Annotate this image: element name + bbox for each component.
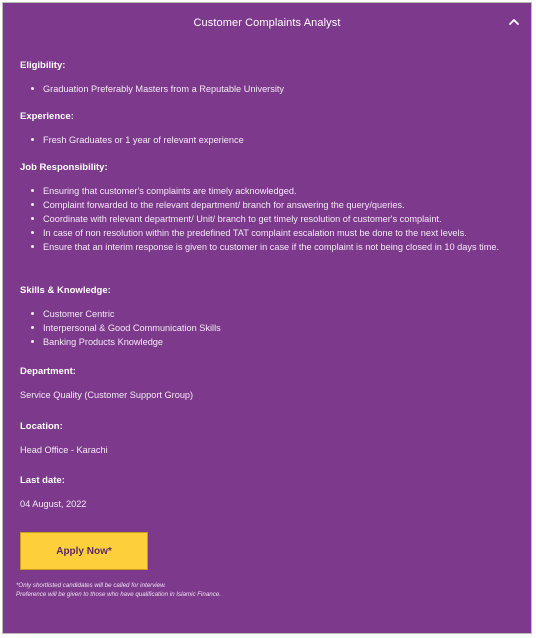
last-date-section bbox=[20, 474, 86, 511]
responsibility-list bbox=[20, 184, 515, 254]
list-item: Fresh Graduates or 1 year of relevant experience bbox=[20, 133, 244, 147]
list-item: Graduation Preferably Masters from a Reputable University bbox=[20, 82, 284, 96]
location-value: Head Office - Karachi bbox=[20, 445, 108, 455]
list-item: Interpersonal & Good Communication Skills bbox=[20, 321, 221, 335]
list-item: Customer Centric bbox=[20, 307, 221, 321]
experience-heading: Experience: bbox=[20, 111, 74, 122]
job-card bbox=[2, 2, 532, 634]
list-item: Complaint forwarded to the relevant department/ branch for answering the query/queries. bbox=[20, 198, 515, 212]
last-date-value: 04 August, 2022 bbox=[20, 499, 87, 509]
footnotes bbox=[16, 581, 221, 599]
list-item: In case of non resolution within the predefined TAT complaint escalation must be done to the next levels. bbox=[20, 226, 515, 240]
experience-section bbox=[20, 110, 244, 147]
skills-list bbox=[20, 307, 221, 349]
accordion-header[interactable] bbox=[3, 3, 531, 43]
last-date-heading: Last date: bbox=[20, 475, 65, 486]
footnote-preference: Preference will be given to those who have qualification in Islamic Finance. bbox=[16, 591, 221, 598]
department-heading: Department: bbox=[20, 366, 76, 377]
chevron-up-icon[interactable] bbox=[507, 15, 521, 29]
eligibility-heading: Eligibility: bbox=[20, 60, 66, 71]
location-section bbox=[20, 420, 108, 457]
responsibility-section bbox=[20, 161, 515, 254]
department-value: Service Quality (Customer Support Group) bbox=[20, 390, 194, 400]
footnote-shortlist: *Only shortlisted candidates will be called for interview. bbox=[16, 582, 166, 589]
list-item: Coordinate with relevant department/ Unit/ branch to get timely resolution of customer's complaint. bbox=[20, 212, 515, 226]
list-item: Banking Products Knowledge bbox=[20, 335, 221, 349]
responsibility-heading: Job Responsibility: bbox=[20, 162, 108, 173]
skills-heading: Skills & Knowledge: bbox=[20, 285, 111, 296]
job-title: Customer Complaints Analyst bbox=[193, 17, 341, 29]
eligibility-section bbox=[20, 59, 284, 96]
skills-section bbox=[20, 284, 221, 349]
department-section bbox=[20, 365, 193, 402]
list-item: Ensuring that customer's complaints are timely acknowledged. bbox=[20, 184, 515, 198]
experience-list bbox=[20, 133, 244, 147]
list-item: Ensure that an interim response is given to customer in case if the complaint is not being closed in 10 days time. bbox=[20, 240, 513, 254]
location-heading: Location: bbox=[20, 421, 63, 432]
eligibility-list bbox=[20, 82, 284, 96]
apply-now-button[interactable]: Apply Now* bbox=[20, 532, 148, 570]
